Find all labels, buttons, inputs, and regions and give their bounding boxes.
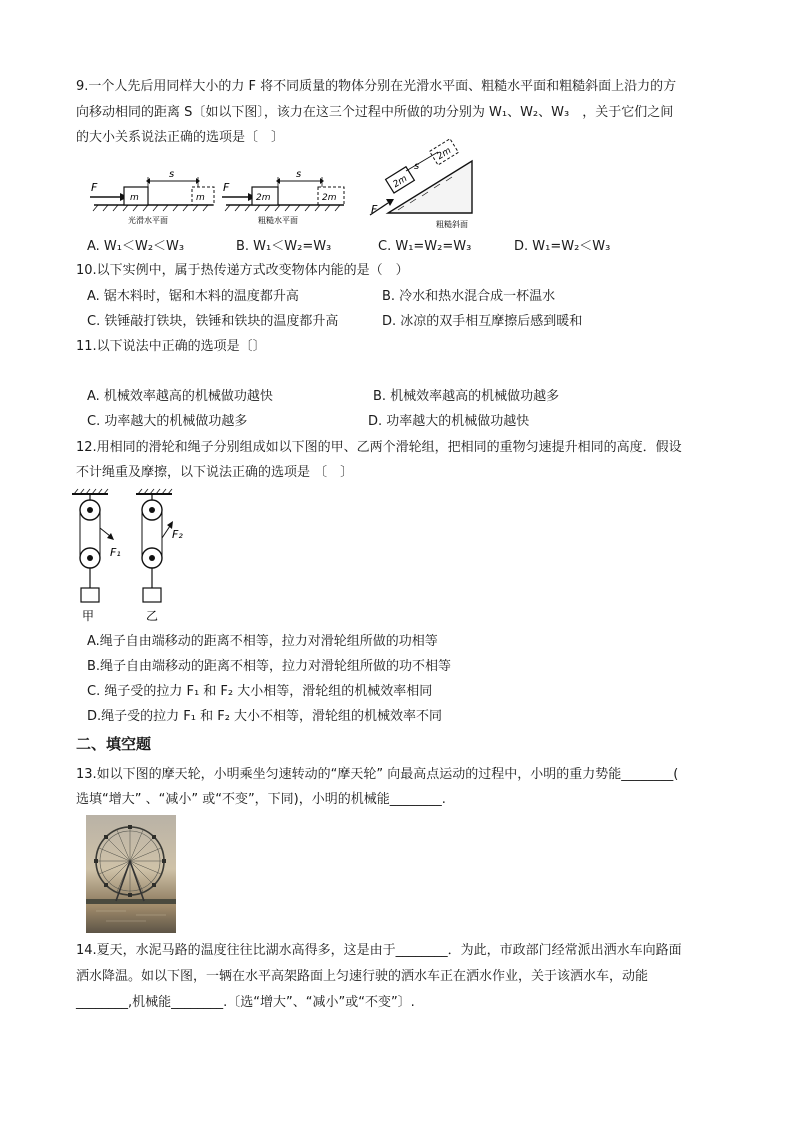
- q9-fig-left-mass: m: [130, 193, 139, 203]
- q12-option-b[interactable]: B.绳子自由端移动的距离不相等，拉力对滑轮组所做的功不相等: [87, 659, 452, 674]
- q12-fig-label-b: 乙: [146, 609, 159, 623]
- q9-stem-line1: 9.一个人先后用同样大小的力 F 将不同质量的物体分别在光滑水平面、粗糙水平面和粗糙斜面上沿力的方: [76, 79, 677, 94]
- q12-figure: [70, 488, 200, 626]
- q9-fig-right-mass: 2m: [391, 173, 410, 191]
- q11-option-d[interactable]: D. 功率越大的机械做功越快: [368, 414, 530, 429]
- q9-fig-middle-mass: 2m: [256, 193, 271, 203]
- q12-option-a[interactable]: A.绳子自由端移动的距离不相等，拉力对滑轮组所做的功相等: [87, 634, 438, 649]
- q11-stem: 11.以下说法中正确的选项是〔〕: [76, 339, 266, 354]
- q12-figure-svg: [70, 488, 200, 626]
- q12-fig-force-f1: F₁: [110, 546, 121, 559]
- q12-option-c[interactable]: C. 绳子受的拉力 F₁ 和 F₂ 大小相等，滑轮组的机械效率相同: [87, 684, 433, 699]
- q9-fig-rough-incline: [370, 139, 472, 229]
- q9-stem-line3: 的大小关系说法正确的选项是〔 〕: [76, 130, 285, 145]
- q11-option-c[interactable]: C. 功率越大的机械做功越多: [87, 414, 248, 429]
- q9-stem-line2: 向移动相同的距离 S〔如以下图〕，该力在这三个过程中所做的功分别为 W₁、W₂、W₃ ，关于它们之间: [76, 105, 674, 120]
- q9-figure-svg: [88, 145, 478, 233]
- q9-fig-left-caption: 光滑水平面: [128, 216, 168, 225]
- q14-stem-line2: 洒水降温。如以下图，一辆在水平高架路面上匀速行驶的洒水车正在洒水作业，关于该洒水车，动能: [76, 969, 649, 984]
- q10-option-c[interactable]: C. 铁锤敲打铁块，铁锤和铁块的温度都升高: [87, 314, 339, 329]
- svg-text:2m: 2m: [435, 145, 454, 163]
- q13-photo-svg: [86, 815, 176, 933]
- q12-fig-label-a: 甲: [82, 609, 95, 623]
- q10-stem: 10.以下实例中，属于热传递方式改变物体内能的是（ ）: [76, 263, 409, 278]
- q13-stem-line2: 选填“增大” 、“减小” 或“不变”，下同)，小明的机械能________.: [76, 792, 446, 807]
- q9-fig-right-distance: s: [414, 161, 420, 172]
- q12-stem-line1: 12.用相同的滑轮和绳子分别组成如以下图的甲、乙两个滑轮组，把相同的重物匀速提升相同的高度．假设: [76, 440, 682, 455]
- q14-stem-line3: ________,机械能________.〔选“增大”、“减小”或“不变”〕.: [76, 995, 415, 1010]
- q11-option-a[interactable]: A. 机械效率越高的机械做功越快: [87, 389, 273, 404]
- q9-option-a[interactable]: A. W₁＜W₂＜W₃: [87, 239, 185, 254]
- section-heading-fill-blank: 二、填空题: [76, 735, 152, 753]
- q10-option-b[interactable]: B. 冷水和热水混合成一杯温水: [382, 289, 556, 304]
- q9-option-c[interactable]: C. W₁=W₂=W₃: [378, 239, 472, 254]
- q11-option-b[interactable]: B. 机械效率越高的机械做功越多: [373, 389, 560, 404]
- q9-option-d[interactable]: D. W₁=W₂＜W₃: [514, 239, 611, 254]
- q9-option-b[interactable]: B. W₁＜W₂=W₃: [236, 239, 332, 254]
- q9-fig-middle-force: F: [223, 181, 230, 194]
- q12-stem-line2: 不计绳重及摩擦，以下说法正确的选项是 〔 〕: [76, 465, 354, 480]
- q12-option-d[interactable]: D.绳子受的拉力 F₁ 和 F₂ 大小不相等，滑轮组的机械效率不同: [87, 709, 443, 724]
- q9-fig-left-distance: s: [169, 169, 175, 180]
- q9-fig-right-force: F: [371, 203, 378, 216]
- q9-figure: [88, 145, 478, 233]
- q12-fig-pulley-a: [72, 489, 121, 623]
- q9-fig-middle-caption: 粗糙水平面: [258, 216, 298, 225]
- q13-stem-line1: 13.如以下图的摩天轮，小明乘坐匀速转动的“摩天轮” 向最高点运动的过程中，小明的重力势能________(: [76, 767, 679, 782]
- q13-ferris-wheel-photo: [86, 815, 176, 933]
- q9-fig-middle-distance: s: [296, 169, 302, 180]
- q12-fig-force-f2: F₂: [172, 528, 183, 541]
- q10-option-d[interactable]: D. 冰凉的双手相互摩擦后感到暖和: [382, 314, 583, 329]
- q9-fig-left-force: F: [91, 181, 98, 194]
- q14-stem-line1: 14.夏天，水泥马路的温度往往比湖水高得多，这是由于________．为此，市政部门经常派出洒水车向路面: [76, 943, 682, 958]
- q12-fig-pulley-b: [136, 489, 183, 623]
- q9-fig-smooth-surface: [90, 169, 214, 225]
- svg-text:m: m: [196, 193, 205, 203]
- q9-fig-rough-surface: [222, 169, 344, 225]
- svg-text:2m: 2m: [322, 193, 337, 203]
- q9-fig-right-caption: 粗糙斜面: [436, 220, 468, 229]
- q10-option-a[interactable]: A. 锯木料时，锯和木料的温度都升高: [87, 289, 299, 304]
